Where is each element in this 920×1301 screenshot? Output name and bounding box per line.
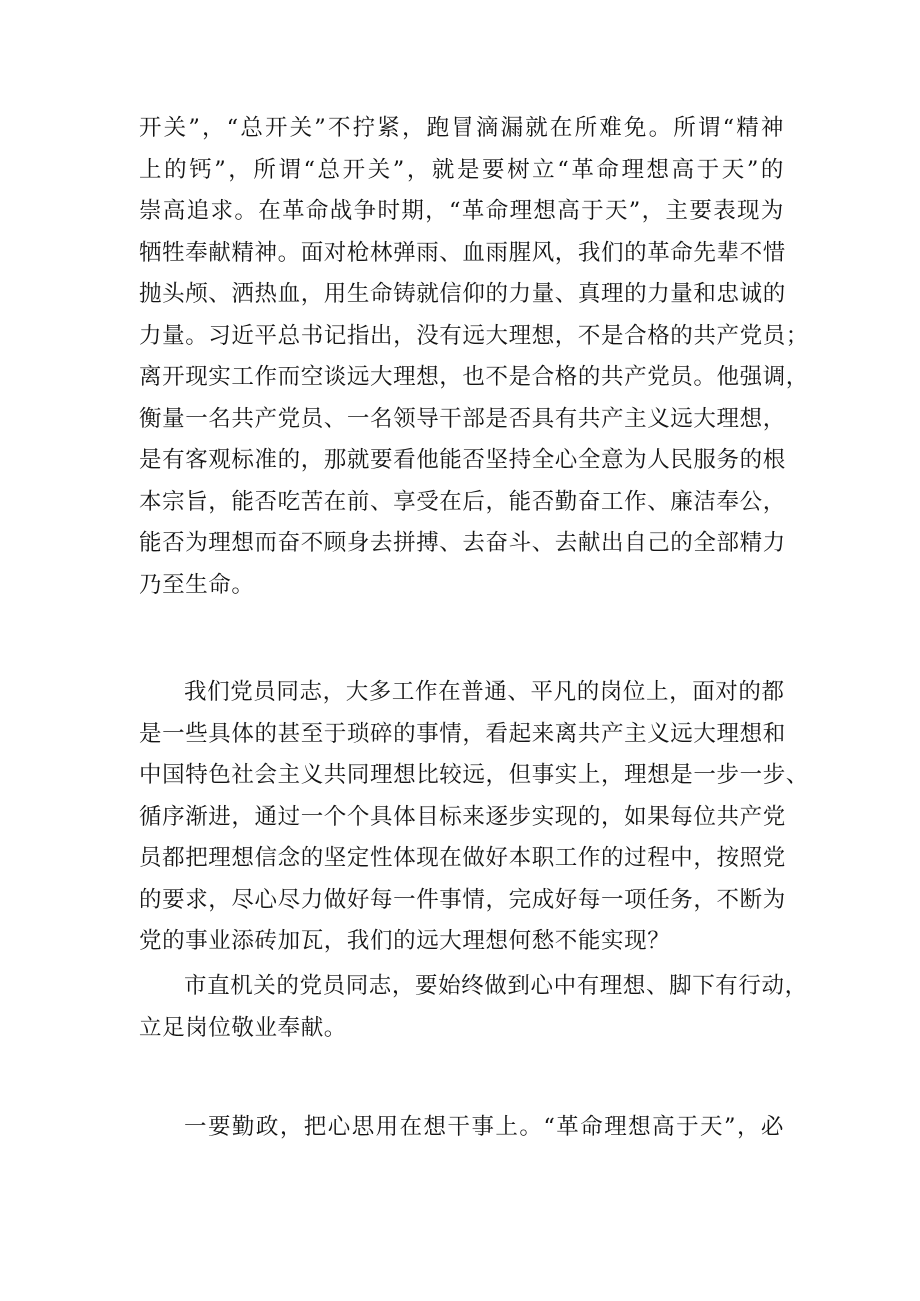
paragraph-line: 是一些具体的甚至于琐碎的事情，看起来离共产主义远大理想和 [139,720,786,747]
paragraph-line: 抛头颅、洒热血，用生命铸就信仰的力量、真理的力量和忠诚的 [139,281,786,307]
paragraph-3 [139,966,808,1049]
paragraph-line: 崇高追求。在革命战争时期，“革命理想高于天”，主要表现为 [139,198,784,224]
paragraph-line: 中国特色社会主义共同理想比较远，但事实上，理想是一步一步、 [139,762,809,788]
paragraph-line: 离开现实工作而空谈远大理想，也不是合格的共产党员。他强调， [139,364,809,390]
paragraph-line: 的要求，尽心尽力做好每一件事情，完成好每一项任务，不断为 [139,886,786,913]
paragraph-line: 党的事业添砖加瓦，我们的远大理想何愁不能实现？ [139,928,671,954]
paragraph-line: 市直机关的党员同志，要始终做到心中有理想、脚下有行动， [184,973,808,999]
paragraph-line: 员都把理想信念的坚定性体现在做好本职工作的过程中，按照党 [139,845,786,871]
paragraph-line: 力量。习近平总书记指出，没有远大理想，不是合格的共产党员； [139,322,809,349]
paragraph-line: 衡量一名共产党员、一名领导干部是否具有共产主义远大理想， [139,405,786,432]
paragraph-line: 能否为理想而奋不顾身去拼搏、去奋斗、去献出自己的全部精力 [139,530,786,556]
paragraph-line: 我们党员同志，大多工作在普通、平凡的岗位上，面对的都 [184,679,785,705]
paragraph-4 [139,1107,784,1149]
paragraph-line: 是有客观标准的，那就要看他能否坚持全心全意为人民服务的根 [139,447,786,473]
paragraph-1 [139,108,809,606]
paragraph-line: 一要勤政，把心思用在想干事上。“革命理想高于天”，必 [184,1114,784,1140]
paragraph-line: 立足岗位敬业奉献。 [139,1014,347,1041]
paragraph-2 [139,672,809,963]
paragraph-line: 上的钙”，所谓“总开关”，就是要树立“革命理想高于天”的 [139,156,784,183]
paragraph-line: 循序渐进，通过一个个具体目标来逐步实现的，如果每位共产党 [139,803,786,830]
paragraph-line: 本宗旨，能否吃苦在前、享受在后，能否勤奋工作、廉洁奉公， [139,488,786,515]
paragraph-line: 牺牲奉献精神。面对枪林弹雨、血雨腥风，我们的革命先辈不惜 [139,239,786,266]
paragraph-line: 开关”，“总开关”不拧紧，跑冒滴漏就在所难免。所谓“精神 [139,115,784,141]
paragraph-line: 乃至生命。 [139,571,255,598]
